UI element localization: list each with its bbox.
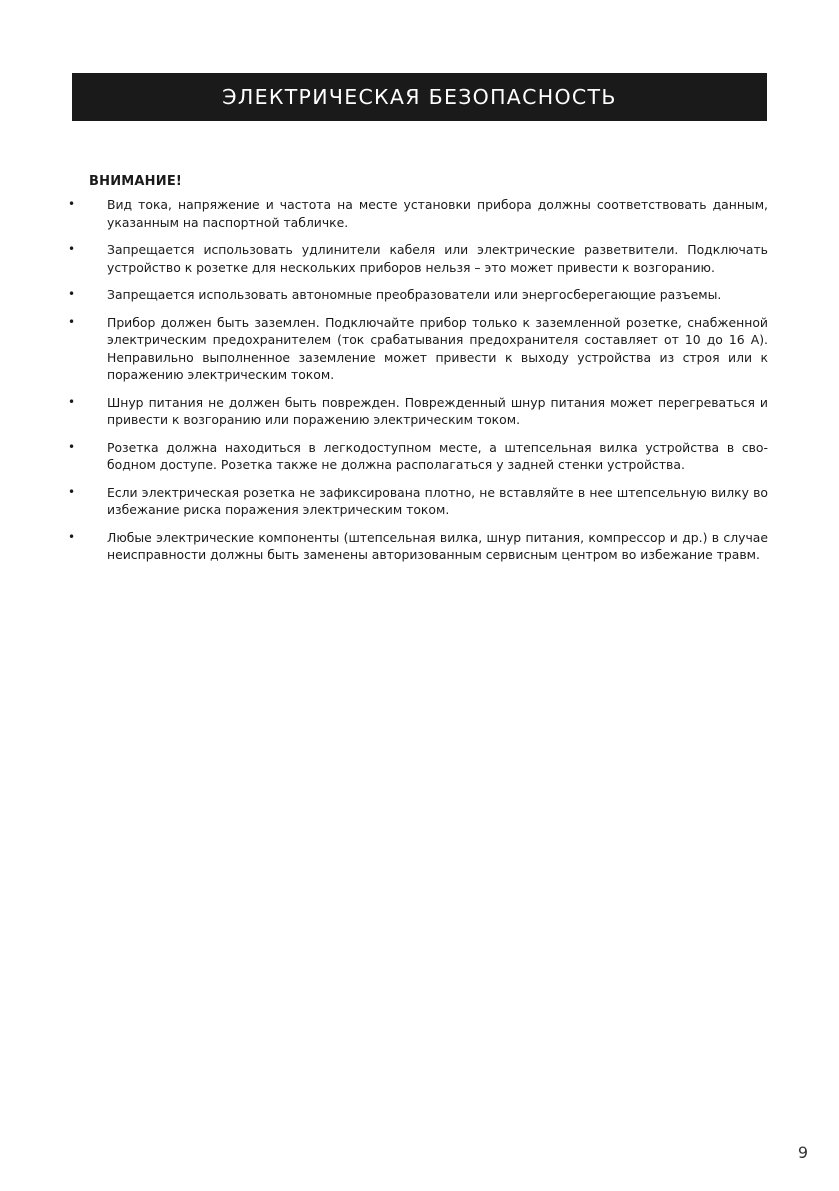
bullet-icon: • bbox=[68, 242, 76, 256]
list-item-text: Шнур питания не должен быть поврежден. Поврежденный шнур питания может перегреваться и привести к возгоранию или поражению электрическим током. bbox=[107, 394, 768, 427]
bullet-icon: • bbox=[68, 197, 76, 211]
list-item-text: Прибор должен быть заземлен. Подключайте прибор только к заземленной розетке, снабженной электрическим предохранителем (ток срабатывания предохранителя составляет от 10 до 16 А). Неправильно выполненное заземление может привести к выходу устройства из строя или к поражению электрическим током. bbox=[107, 314, 768, 382]
list-item bbox=[66, 484, 768, 519]
bullet-icon: • bbox=[68, 314, 76, 329]
warning-heading: ВНИМАНИЕ! bbox=[89, 174, 183, 189]
list-item bbox=[66, 394, 768, 429]
bullet-icon: • bbox=[68, 287, 76, 301]
bullet-icon: • bbox=[68, 394, 76, 409]
safety-list bbox=[66, 196, 768, 574]
bullet-icon: • bbox=[68, 439, 76, 454]
list-item-text: Запрещается использовать автономные преобразователи или энергосберегающие разъемы. bbox=[107, 287, 722, 302]
section-header bbox=[72, 73, 767, 121]
list-item bbox=[66, 241, 768, 276]
bullet-icon: • bbox=[68, 484, 76, 499]
list-item-text: Вид тока, напряжение и частота на месте установки прибора должны соответствовать данным, указанным на паспортной табличке. bbox=[107, 197, 768, 230]
list-item-text: Если электрическая розетка не зафиксирована плотно, не вставляйте в нее штепсельную вилку во избежание риска поражения электрическим током. bbox=[107, 484, 768, 517]
section-title: ЭЛЕКТРИЧЕСКАЯ БЕЗОПАСНОСТЬ bbox=[222, 85, 617, 109]
list-item bbox=[66, 314, 768, 384]
list-item bbox=[66, 529, 768, 564]
list-item bbox=[66, 286, 768, 304]
list-item bbox=[66, 439, 768, 474]
list-item-text: Любые электрические компоненты (штепсельная вилка, шнур питания, компрессор и др.) в случае неисправности должны быть заменены авторизованным сервисным центром во избежание травм. bbox=[107, 529, 768, 562]
list-item bbox=[66, 196, 768, 231]
page-number: 9 bbox=[797, 1143, 808, 1162]
list-item-text: Запрещается использовать удлинители кабеля или электрические разветвители. Подключать устройство к розетке для нескольких приборов нельзя – это может привести к возгоранию. bbox=[107, 242, 768, 275]
list-item-text: Розетка должна находиться в легкодоступном месте, а штепсельная вилка устройства в свободном доступе. Розетка также не должна располагаться у задней стенки устройства. bbox=[107, 439, 768, 472]
bullet-icon: • bbox=[68, 529, 76, 544]
